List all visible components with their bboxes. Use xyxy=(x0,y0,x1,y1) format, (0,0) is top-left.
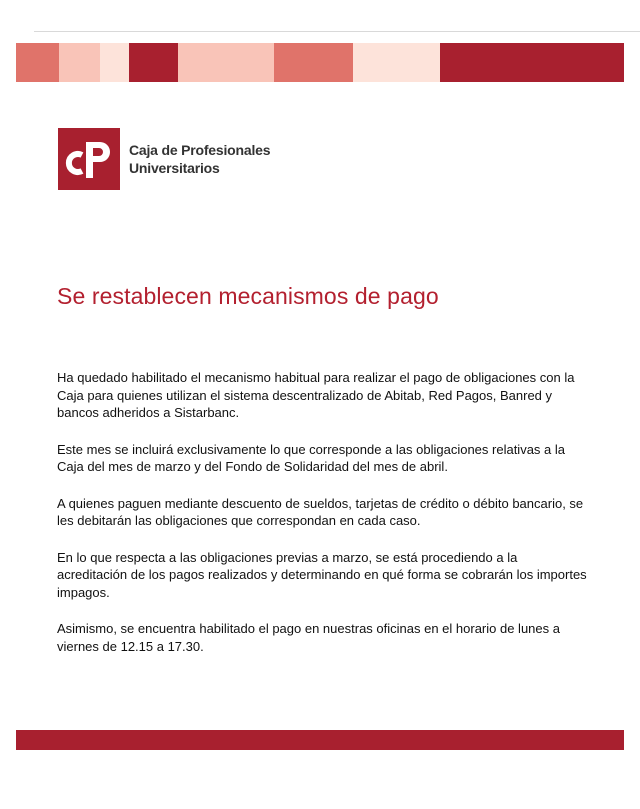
stripe-block xyxy=(129,43,178,82)
cjp-logo-icon xyxy=(58,128,120,190)
organization-logo xyxy=(58,128,270,190)
stripe-block xyxy=(440,43,624,82)
paragraph: Ha quedado habilitado el mecanismo habitual para realizar el pago de obligaciones con la Caja para quienes utilizan el sistema descentralizado de Abitab, Red Pagos, Banred y bancos adheridos a Sistarbanc. xyxy=(57,370,575,420)
paragraph: Asimismo, se encuentra habilitado el pago en nuestras oficinas en el horario de lunes a viernes de 12.15 a 17.30. xyxy=(57,621,560,654)
page-title: Se restablecen mecanismos de pago xyxy=(57,283,439,309)
stripe-block xyxy=(59,43,100,82)
paragraph: A quienes paguen mediante descuento de sueldos, tarjetas de crédito o débito bancario, se les debitarán las obligaciones que correspondan en cada caso. xyxy=(57,495,584,528)
paragraph: Este mes se incluirá exclusivamente lo que corresponde a las obligaciones relativas a la Caja del mes de marzo y del Fondo de Solidaridad del mes de abril. xyxy=(57,441,565,474)
stripe-block xyxy=(178,43,274,82)
logo-wordmark xyxy=(129,141,270,177)
logo-line-1: Caja de Profesionales xyxy=(129,142,271,158)
stripe-block xyxy=(353,43,440,82)
paragraph: En lo que respecta a las obligaciones previas a marzo, se está procediendo a la acreditación de los pagos realizados y determinando en qué forma se cobrarán los importes impagos. xyxy=(57,549,587,600)
footer-bar xyxy=(16,730,624,750)
article-body xyxy=(57,369,587,674)
stripe-block xyxy=(274,43,353,82)
stripe-block xyxy=(16,43,59,82)
header-color-stripe xyxy=(16,43,624,82)
logo-line-2: Universitarios xyxy=(129,160,220,176)
stripe-block xyxy=(100,43,129,82)
top-divider xyxy=(34,31,640,32)
